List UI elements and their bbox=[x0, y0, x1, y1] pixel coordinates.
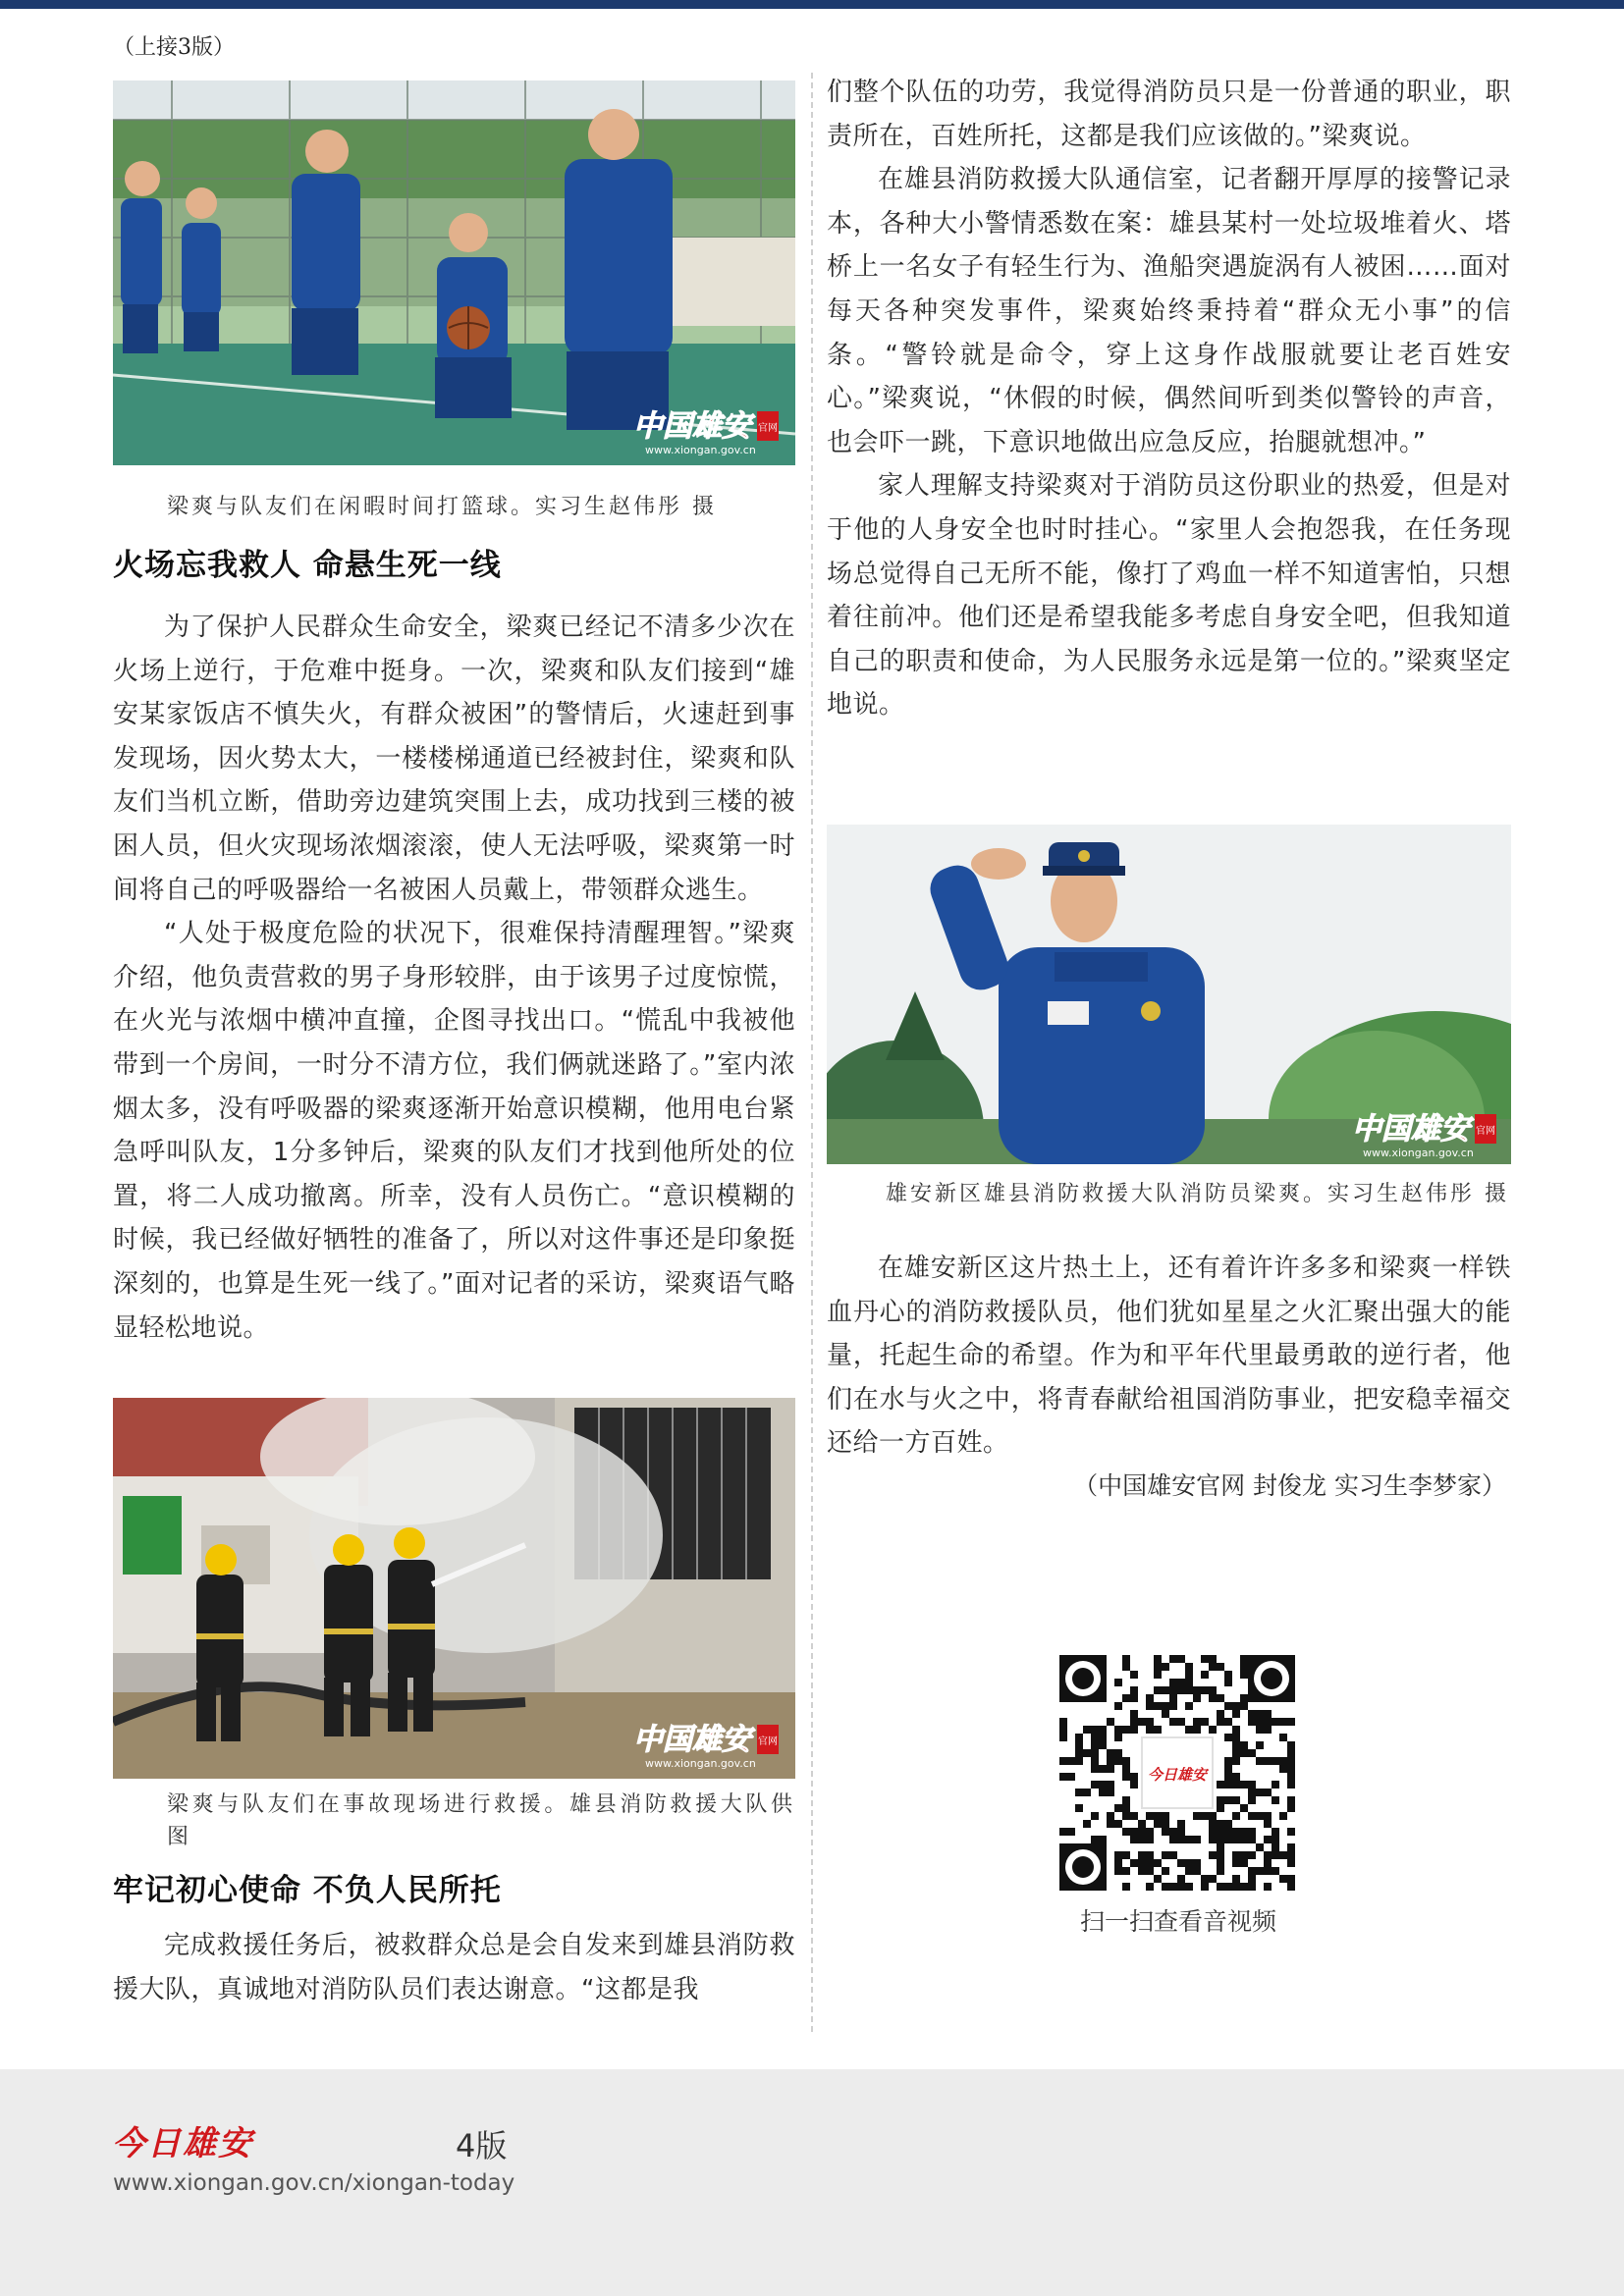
section1-paragraph: 为了保护人民群众生命安全，梁爽已经记不清多少次在火场上逆行，于危难中挺身。一次，梁爽和队友们接到“雄安某家饭店不慎失火，有群众被困”的警情后，火速赶到事发现场，因火势太大，一楼楼梯通道已经被封住，梁爽和队友们当机立断，借助旁边建筑突围上去，成功找到三楼的被困人员，但火灾现场浓烟滚滚，使人无法呼吸，梁爽第一时间将自己的呼吸器给一名被困人员戴上，带领群众逃生。 bbox=[113, 613, 795, 905]
qr-code[interactable] bbox=[1059, 1655, 1295, 1891]
watermark-url: www.xiongan.gov.cn bbox=[1363, 1147, 1474, 1159]
rescue-photo-caption: 梁爽与队友们在事故现场进行救援。雄县消防救援大队供图 bbox=[167, 1792, 795, 1849]
byline: （中国雄安官网 封俊龙 实习生李梦家） bbox=[1073, 1471, 1506, 1500]
top-color-bar bbox=[0, 0, 1624, 9]
qr-center-label: 今日雄安 bbox=[1147, 1766, 1208, 1784]
column-divider bbox=[811, 73, 813, 2032]
footer-page-number: 4版 bbox=[456, 2127, 508, 2164]
section2-heading: 牢记初心使命 不负人民所托 bbox=[113, 1873, 502, 1908]
watermark-url: www.xiongan.gov.cn bbox=[645, 444, 756, 456]
qr-code-image bbox=[1059, 1655, 1295, 1891]
footer-url[interactable]: www.xiongan.gov.cn/xiongan-today bbox=[113, 2170, 515, 2196]
footer-logo: 今日雄安 bbox=[112, 2124, 253, 2163]
continued-paragraph: 们整个队伍的功劳，我觉得消防员只是一份普通的职业，职责所在，百姓所托，这都是我们应该做的。”梁爽说。 bbox=[827, 78, 1511, 151]
watermark-text: 中国雄安 bbox=[633, 409, 751, 444]
section1-heading: 火场忘我救人 命悬生死一线 bbox=[113, 548, 502, 583]
watermark-seal: 官网 bbox=[1476, 1126, 1495, 1137]
watermark-url: www.xiongan.gov.cn bbox=[645, 1757, 756, 1770]
right-column-body bbox=[827, 71, 1511, 727]
qr-caption: 扫一扫查看音视频 bbox=[1079, 1907, 1276, 1936]
rescue-photo bbox=[113, 1398, 795, 1779]
section1-body bbox=[113, 606, 795, 1350]
right-paragraph: 在雄县消防救援大队通信室，记者翻开厚厚的接警记录本，各种大小警情悉数在案：雄县某村一处垃圾堆着火、塔桥上一名女子有轻生行为、渔船突遇旋涡有人被困……面对每天各种突发事件，梁爽始终秉持着“群众无小事”的信条。“警铃就是命令，穿上这身作战服就要让老百姓安心。”梁爽说，“休假的时候，偶然间听到类似警铃的声音，也会吓一跳，下意识地做出应急反应，抬腿就想冲。” bbox=[827, 165, 1511, 457]
continuation-note: （上接3版） bbox=[113, 35, 235, 60]
watermark-seal: 官网 bbox=[758, 1736, 778, 1747]
watermark-text: 中国雄安 bbox=[633, 1723, 751, 1757]
watermark-seal: 官网 bbox=[758, 423, 778, 434]
section1-paragraph: “人处于极度危险的状况下，很难保持清醒理智。”梁爽介绍，他负责营救的男子身形较胖，由于该男子过度惊慌，在火光与浓烟中横冲直撞，企图寻找出口。“慌乱中我被他带到一个房间，一时分不清方位，我们俩就迷路了。”室内浓烟太多，没有呼吸器的梁爽逐渐开始意识模糊，他用电台紧急呼叫队友，1分多钟后，梁爽的队友们才找到他所处的位置，将二人成功撤离。所幸，没有人员伤亡。“意识模糊的时候，我已经做好牺牲的准备了，所以对这件事还是印象挺深刻的，也算是生死一线了。”面对记者的采访，梁爽语气略显轻松地说。 bbox=[113, 919, 795, 1343]
section2-body bbox=[113, 1924, 795, 2011]
basketball-photo bbox=[113, 80, 795, 465]
closing-body bbox=[827, 1247, 1511, 1466]
right-paragraph: 家人理解支持梁爽对于消防员这份职业的热爱，但是对于他的人身安全也时时挂心。“家里人会抱怨我，在任务现场总觉得自己无所不能，像打了鸡血一样不知道害怕，只想着往前冲。他们还是希望我能多考虑自身安全吧，但我知道自己的职责和使命，为人民服务永远是第一位的。”梁爽坚定地说。 bbox=[827, 471, 1511, 721]
basketball-photo-caption: 梁爽与队友们在闲暇时间打篮球。实习生赵伟彤 摄 bbox=[167, 495, 717, 519]
watermark-text: 中国雄安 bbox=[1352, 1112, 1470, 1147]
salute-photo-caption: 雄安新区雄县消防救援大队消防员梁爽。实习生赵伟彤 摄 bbox=[886, 1182, 1509, 1206]
section2-paragraph: 完成救援任务后，被救群众总是会自发来到雄县消防救援大队，真诚地对消防队员们表达谢意。“这都是我 bbox=[113, 1931, 795, 2004]
closing-paragraph: 在雄安新区这片热土上，还有着许许多多和梁爽一样铁血丹心的消防救援队员，他们犹如星星之火汇聚出强大的能量，托起生命的希望。作为和平年代里最勇敢的逆行者，他们在水与火之中，将青春献给祖国消防事业，把安稳幸福交还给一方百姓。 bbox=[827, 1254, 1511, 1459]
salute-photo bbox=[827, 825, 1511, 1164]
